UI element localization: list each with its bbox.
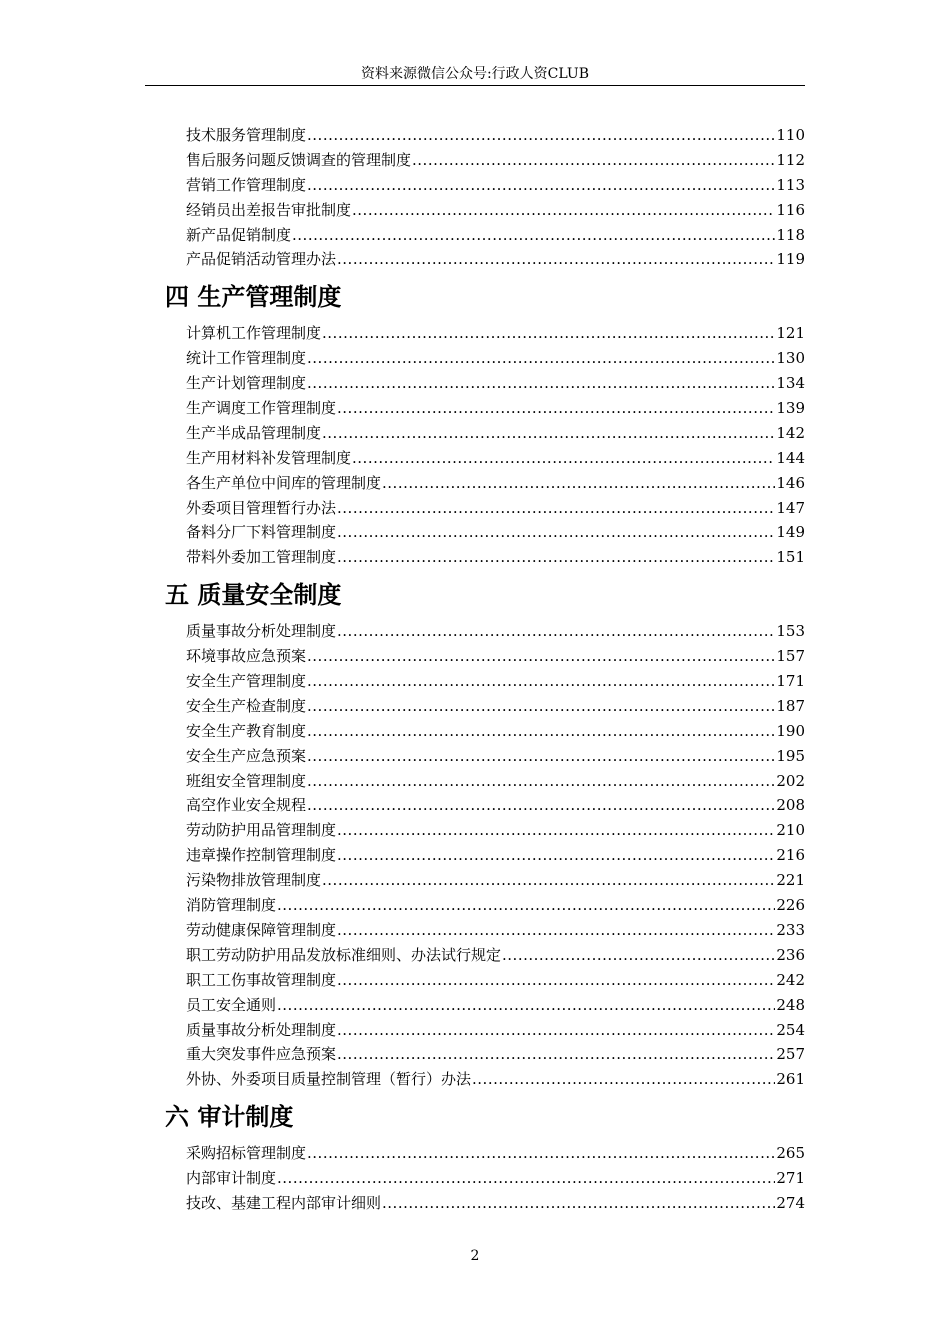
toc-entry[interactable] [145, 347, 805, 372]
dot-leader [337, 821, 775, 839]
toc-entry-title: 消防管理制度 [186, 896, 277, 915]
toc-entry-page: 157 [776, 647, 805, 666]
toc-entry[interactable] [145, 819, 805, 844]
dot-leader [307, 747, 775, 765]
toc-entry-page: 187 [776, 696, 805, 715]
toc-entry-title: 污染物排放管理制度 [186, 871, 322, 890]
dot-leader [292, 226, 775, 244]
toc-entry-page: 261 [776, 1070, 805, 1089]
toc-entry-title: 新产品促销制度 [186, 225, 292, 244]
dot-leader [307, 176, 775, 194]
toc-entry-page: 190 [776, 721, 805, 740]
toc-entry-page: 116 [776, 200, 805, 219]
toc-entry-page: 221 [776, 871, 805, 890]
toc-entry[interactable] [145, 199, 805, 224]
toc-entry-title: 生产用材料补发管理制度 [186, 448, 352, 467]
dot-leader [472, 1070, 775, 1088]
toc-entry[interactable] [145, 447, 805, 472]
toc-entry-title: 违章操作控制管理制度 [186, 846, 337, 865]
dot-leader [337, 499, 775, 517]
dot-leader [337, 921, 775, 939]
toc-entry[interactable] [145, 397, 805, 422]
header-rule [145, 85, 805, 86]
toc-entry-page: 208 [776, 796, 805, 815]
toc-entry[interactable] [145, 770, 805, 795]
dot-leader [412, 151, 775, 169]
toc-entry[interactable] [145, 1068, 805, 1093]
dot-leader [307, 1144, 775, 1162]
section-heading: 五 质量安全制度 [165, 581, 342, 610]
toc-entry[interactable] [145, 521, 805, 546]
toc-entry-title: 环境事故应急预案 [186, 647, 307, 666]
dot-leader [337, 622, 775, 640]
toc-entry-page: 248 [776, 995, 805, 1014]
toc-entry-title: 统计工作管理制度 [186, 349, 307, 368]
toc-entry-title: 安全生产检查制度 [186, 696, 307, 715]
toc-entry-title: 营销工作管理制度 [186, 175, 307, 194]
toc-entry-page: 130 [776, 349, 805, 368]
section-heading: 四 生产管理制度 [165, 283, 342, 312]
toc-entry[interactable] [145, 620, 805, 645]
toc-entry-page: 171 [776, 672, 805, 691]
toc-entry[interactable] [145, 149, 805, 174]
dot-leader [382, 1194, 775, 1212]
toc-entry-title: 安全生产应急预案 [186, 746, 307, 765]
toc-entry-page: 151 [776, 548, 805, 567]
dot-leader [277, 1169, 775, 1187]
toc-entry-title: 售后服务问题反馈调查的管理制度 [186, 150, 412, 169]
section-heading: 六 审计制度 [165, 1103, 294, 1132]
dot-leader [322, 424, 775, 442]
toc-entry-title: 安全生产教育制度 [186, 721, 307, 740]
toc-entry[interactable] [145, 372, 805, 397]
toc-entry[interactable] [145, 645, 805, 670]
toc-entry[interactable] [145, 224, 805, 249]
toc-entry-page: 146 [776, 473, 805, 492]
page-number: 2 [470, 1248, 480, 1264]
toc-entry-title: 重大突发事件应急预案 [186, 1045, 337, 1064]
dot-leader [307, 772, 775, 790]
dot-leader [307, 722, 775, 740]
toc-entry-page: 195 [776, 746, 805, 765]
dot-leader [337, 846, 775, 864]
toc-entry-page: 119 [776, 250, 805, 269]
toc-entry[interactable] [145, 794, 805, 819]
toc-entry-title: 劳动健康保障管理制度 [186, 920, 337, 939]
toc-entry[interactable] [145, 497, 805, 522]
toc-entry-page: 147 [776, 498, 805, 517]
toc-entry-page: 216 [776, 846, 805, 865]
toc-entry-page: 118 [776, 225, 805, 244]
toc-entry-title: 质量事故分析处理制度 [186, 1020, 337, 1039]
toc-entry[interactable] [145, 248, 805, 273]
toc-entry-title: 外协、外委项目质量控制管理（暂行）办法 [186, 1070, 472, 1089]
toc-entry-title: 高空作业安全规程 [186, 796, 307, 815]
dot-leader [382, 474, 775, 492]
toc-entry-page: 274 [776, 1193, 805, 1212]
toc-entry[interactable] [145, 894, 805, 919]
toc-entry-page: 233 [776, 920, 805, 939]
toc-entry-page: 210 [776, 821, 805, 840]
toc-entry[interactable] [145, 1142, 805, 1167]
toc-entry-title: 带料外委加工管理制度 [186, 548, 337, 567]
toc-entry-title: 各生产单位中间库的管理制度 [186, 473, 382, 492]
dot-leader [322, 871, 775, 889]
toc-entry[interactable] [145, 670, 805, 695]
toc-entry-page: 202 [776, 771, 805, 790]
dot-leader [337, 548, 775, 566]
toc-entry-page: 254 [776, 1020, 805, 1039]
toc-entry-title: 备料分厂下料管理制度 [186, 523, 337, 542]
toc-entry-page: 226 [776, 896, 805, 915]
toc-entry-page: 257 [776, 1045, 805, 1064]
toc-entry-title: 质量事故分析处理制度 [186, 622, 337, 641]
toc-entry-page: 110 [776, 126, 805, 144]
toc-entry-page: 144 [776, 448, 805, 467]
dot-leader [337, 1021, 775, 1039]
dot-leader [307, 697, 775, 715]
toc-entry-page: 265 [776, 1144, 805, 1163]
toc-entry[interactable] [145, 720, 805, 745]
toc-entry[interactable] [145, 124, 805, 149]
toc-entry[interactable] [145, 745, 805, 770]
toc-entry-page: 113 [776, 175, 805, 194]
toc-entry-page: 139 [776, 399, 805, 418]
toc-entry-title: 产品促销活动管理办法 [186, 250, 337, 269]
toc-entry-title: 技术服务管理制度 [186, 126, 307, 144]
toc-entry-title: 经销员出差报告审批制度 [186, 200, 352, 219]
toc-entry[interactable] [145, 1019, 805, 1044]
dot-leader [337, 1045, 775, 1063]
toc-entry-page: 149 [776, 523, 805, 542]
toc-entry-page: 242 [776, 970, 805, 989]
dot-leader [307, 672, 775, 690]
dot-leader [337, 250, 775, 268]
toc-entry-title: 外委项目管理暂行办法 [186, 498, 337, 517]
toc-entry[interactable] [145, 944, 805, 969]
toc-entry-title: 技改、基建工程内部审计细则 [186, 1193, 382, 1212]
toc-entry-title: 生产计划管理制度 [186, 374, 307, 393]
toc-entry[interactable] [145, 844, 805, 869]
toc-entry-page: 153 [776, 622, 805, 641]
toc-entry-page: 134 [776, 374, 805, 393]
toc-entry[interactable] [145, 969, 805, 994]
dot-leader [277, 996, 775, 1014]
dot-leader [502, 946, 775, 964]
toc-entry-title: 职工工伤事故管理制度 [186, 970, 337, 989]
toc-entry-title: 安全生产管理制度 [186, 672, 307, 691]
toc-entry[interactable] [145, 322, 805, 347]
toc-entry-title: 班组安全管理制度 [186, 771, 307, 790]
dot-leader [337, 399, 775, 417]
toc-entry[interactable] [145, 1192, 805, 1217]
dot-leader [322, 324, 775, 342]
toc-entry[interactable] [145, 1167, 805, 1192]
dot-leader [337, 971, 775, 989]
toc-entry[interactable] [145, 422, 805, 447]
toc-entry-page: 121 [776, 324, 805, 343]
toc-entry[interactable] [145, 994, 805, 1019]
dot-leader [307, 349, 775, 367]
toc-entry[interactable] [145, 869, 805, 894]
toc-entry[interactable] [145, 695, 805, 720]
toc-entry-title: 生产半成品管理制度 [186, 423, 322, 442]
toc-entry-title: 计算机工作管理制度 [186, 324, 322, 343]
toc-entry-title: 劳动防护用品管理制度 [186, 821, 337, 840]
toc-entry[interactable] [145, 546, 805, 571]
toc-entry-page: 236 [776, 945, 805, 964]
toc-entry-page: 112 [776, 150, 805, 169]
dot-leader [337, 523, 775, 541]
dot-leader [307, 374, 775, 392]
toc-entry-page: 142 [776, 423, 805, 442]
dot-leader [352, 449, 775, 467]
toc-entry-page: 271 [776, 1169, 805, 1188]
toc-entry[interactable] [145, 472, 805, 497]
toc-entry[interactable] [145, 174, 805, 199]
dot-leader [307, 796, 775, 814]
toc-entry-title: 生产调度工作管理制度 [186, 399, 337, 418]
page-header: 资料来源微信公众号:行政人资CLUB [360, 66, 590, 82]
toc-entry-title: 员工安全通则 [186, 995, 277, 1014]
dot-leader [352, 201, 775, 219]
toc-entry[interactable] [145, 919, 805, 944]
toc-entry-title: 内部审计制度 [186, 1169, 277, 1188]
dot-leader [277, 896, 775, 914]
dot-leader [307, 647, 775, 665]
toc-entry-title: 职工劳动防护用品发放标准细则、办法试行规定 [186, 945, 502, 964]
dot-leader [307, 126, 775, 144]
toc-entry[interactable] [145, 1043, 805, 1068]
table-of-contents [145, 124, 805, 1217]
toc-entry-title: 采购招标管理制度 [186, 1144, 307, 1163]
